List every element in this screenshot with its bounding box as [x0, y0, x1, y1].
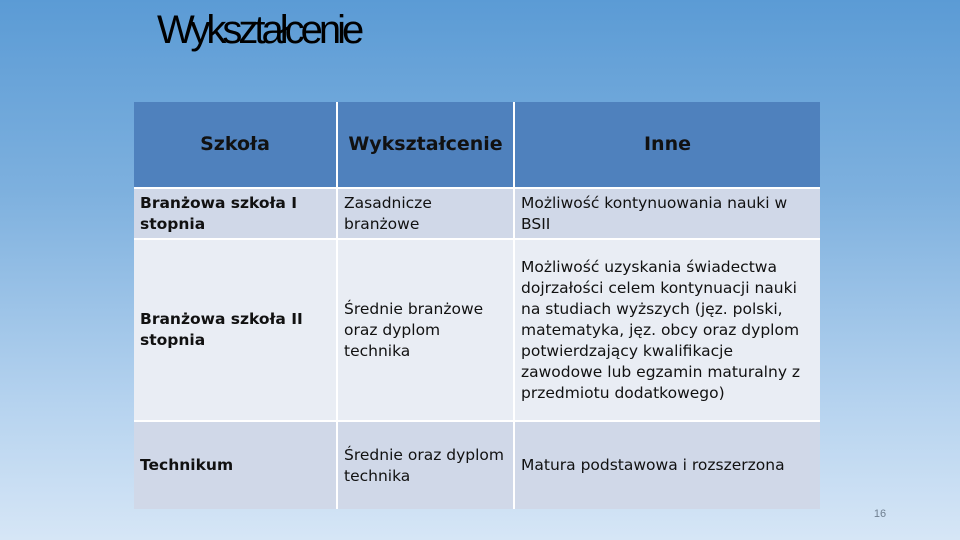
column-header-other: Inne	[515, 102, 820, 189]
table-cell-school: Branżowa szkoła I stopnia	[134, 189, 336, 240]
page-number: 16	[873, 508, 887, 520]
table-cell-other: Matura podstawowa i rozszerzona	[515, 422, 820, 509]
education-table	[134, 102, 818, 509]
column-header-school: Szkoła	[134, 102, 336, 189]
slide-title: Wykształcenie	[157, 8, 361, 52]
table-cell-school: Branżowa szkoła II stopnia	[134, 240, 336, 422]
column-header-education: Wykształcenie	[338, 102, 513, 189]
table-cell-education: Średnie oraz dyplom technika	[338, 422, 513, 509]
table-cell-education: Zasadnicze branżowe	[338, 189, 513, 240]
table-cell-other: Możliwość uzyskania świadectwa dojrzałości celem kontynuacji nauki na studiach wyższych (jęz. polski, matematyka, jęz. obcy oraz dyplom potwierdzający kwalifikacje zawodowe lub egzamin maturalny z przedmiotu dodatkowego)	[515, 240, 820, 422]
table-cell-education: Średnie branżowe oraz dyplom technika	[338, 240, 513, 422]
table-cell-school: Technikum	[134, 422, 336, 509]
table-cell-other: Możliwość kontynuowania nauki w BSII	[515, 189, 820, 240]
